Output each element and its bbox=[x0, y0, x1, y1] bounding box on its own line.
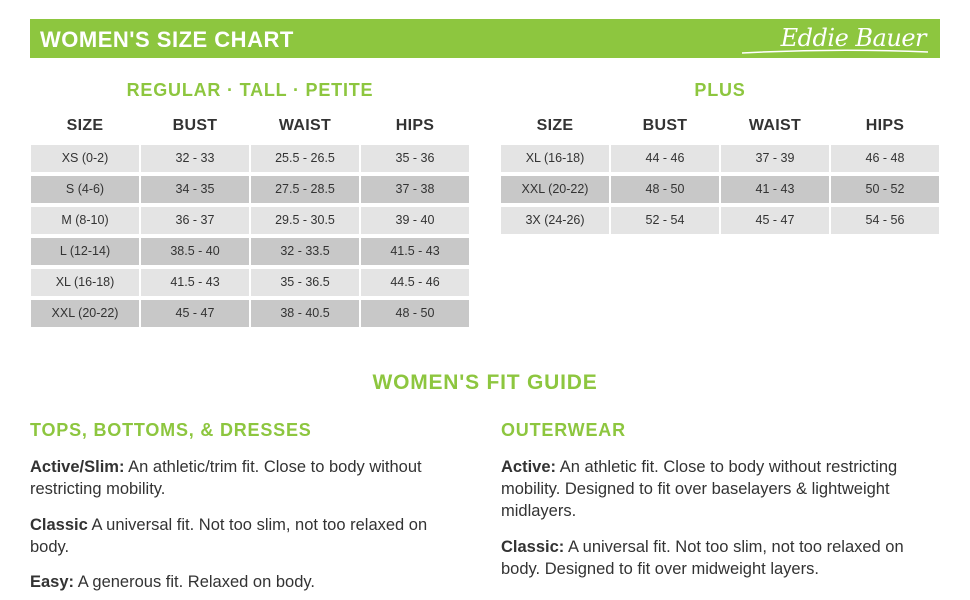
title-banner bbox=[30, 19, 940, 58]
fit-term: Easy: bbox=[30, 573, 75, 591]
column-header: HIPS bbox=[865, 117, 905, 134]
size-cell: XL (16-18) bbox=[31, 269, 139, 296]
fit-term: Classic bbox=[30, 516, 88, 534]
fit-term: Active/Slim: bbox=[30, 458, 125, 476]
size-cell: XXL (20-22) bbox=[31, 300, 139, 327]
tops-fit-easy bbox=[30, 571, 470, 593]
measurement-cell: 29.5 - 30.5 bbox=[251, 207, 359, 234]
measurement-cell: 46 - 48 bbox=[831, 145, 939, 172]
eddie-bauer-logo: Eddie Bauer bbox=[780, 24, 926, 52]
outerwear-heading: OUTERWEAR bbox=[501, 420, 626, 440]
measurement-cell: 54 - 56 bbox=[831, 207, 939, 234]
tops-fit-active bbox=[30, 456, 470, 500]
measurement-cell: 25.5 - 26.5 bbox=[251, 145, 359, 172]
measurement-cell: 48 - 50 bbox=[611, 176, 719, 203]
size-cell: M (8-10) bbox=[31, 207, 139, 234]
measurement-cell: 27.5 - 28.5 bbox=[251, 176, 359, 203]
column-header: WAIST bbox=[278, 117, 332, 134]
column-header: WAIST bbox=[748, 117, 802, 134]
measurement-cell: 38.5 - 40 bbox=[141, 238, 249, 265]
measurement-cell: 34 - 35 bbox=[141, 176, 249, 203]
fit-description: An athletic fit. Close to body without restricting mobility. Designed to fit over baselayers & lightweight midlayers. bbox=[501, 458, 898, 520]
size-cell: XL (16-18) bbox=[501, 145, 609, 172]
measurement-cell: 37 - 39 bbox=[721, 145, 829, 172]
column-header: SIZE bbox=[66, 117, 104, 134]
measurement-cell: 44.5 - 46 bbox=[361, 269, 469, 296]
logo-swoosh-icon bbox=[740, 49, 930, 55]
fit-term: Classic: bbox=[501, 538, 565, 556]
fit-guide-title: WOMEN'S FIT GUIDE bbox=[372, 371, 598, 394]
measurement-cell: 37 - 38 bbox=[361, 176, 469, 203]
measurement-cell: 36 - 37 bbox=[141, 207, 249, 234]
measurement-cell: 50 - 52 bbox=[831, 176, 939, 203]
measurement-cell: 41 - 43 bbox=[721, 176, 829, 203]
measurement-cell: 48 - 50 bbox=[361, 300, 469, 327]
measurement-cell: 45 - 47 bbox=[141, 300, 249, 327]
tops-fit-classic bbox=[30, 514, 470, 558]
outerwear-fit-active bbox=[501, 456, 941, 522]
column-header: BUST bbox=[172, 117, 218, 134]
regular-table-heading: REGULAR · TALL · PETITE bbox=[126, 80, 374, 100]
size-cell: 3X (24-26) bbox=[501, 207, 609, 234]
size-cell: XS (0-2) bbox=[31, 145, 139, 172]
measurement-cell: 32 - 33 bbox=[141, 145, 249, 172]
column-header: BUST bbox=[642, 117, 688, 134]
measurement-cell: 41.5 - 43 bbox=[361, 238, 469, 265]
column-header: SIZE bbox=[536, 117, 574, 134]
plus-table-heading: PLUS bbox=[694, 80, 746, 100]
outerwear-fit-classic bbox=[501, 536, 941, 580]
column-header: HIPS bbox=[395, 117, 435, 134]
measurement-cell: 32 - 33.5 bbox=[251, 238, 359, 265]
measurement-cell: 39 - 40 bbox=[361, 207, 469, 234]
page-title: WOMEN'S SIZE CHART bbox=[40, 27, 294, 52]
fit-description: An athletic/trim fit. Close to body without restricting mobility. bbox=[30, 458, 422, 498]
size-cell: XXL (20-22) bbox=[501, 176, 609, 203]
measurement-cell: 35 - 36 bbox=[361, 145, 469, 172]
measurement-cell: 52 - 54 bbox=[611, 207, 719, 234]
size-cell: L (12-14) bbox=[31, 238, 139, 265]
fit-description: A universal fit. Not too slim, not too relaxed on body. Designed to fit over midweight layers. bbox=[501, 538, 904, 578]
measurement-cell: 45 - 47 bbox=[721, 207, 829, 234]
fit-description: A universal fit. Not too slim, not too relaxed on body. bbox=[30, 516, 428, 556]
tops-heading: TOPS, BOTTOMS, & DRESSES bbox=[30, 420, 312, 440]
measurement-cell: 44 - 46 bbox=[611, 145, 719, 172]
measurement-cell: 38 - 40.5 bbox=[251, 300, 359, 327]
measurement-cell: 35 - 36.5 bbox=[251, 269, 359, 296]
fit-description: A generous fit. Relaxed on body. bbox=[77, 573, 315, 591]
fit-term: Active: bbox=[501, 458, 557, 476]
measurement-cell: 41.5 - 43 bbox=[141, 269, 249, 296]
size-cell: S (4-6) bbox=[31, 176, 139, 203]
